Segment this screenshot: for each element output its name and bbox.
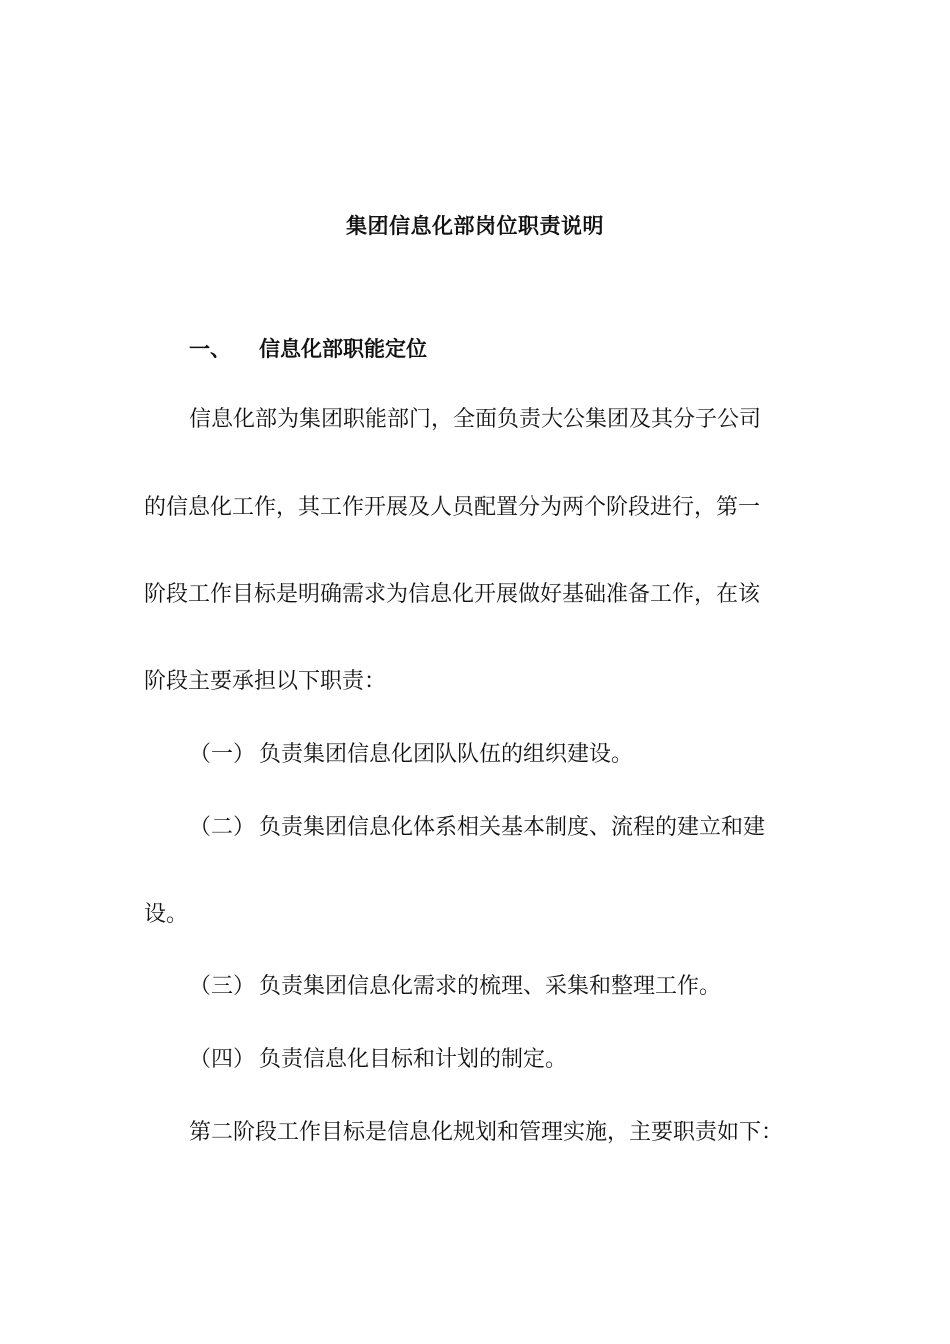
list-item [189, 740, 633, 770]
paragraph-line: 第二阶段工作目标是信息化规划和管理实施，主要职责如下： [189, 1120, 784, 1145]
list-item-text: 负责集团信息化需求的梳理、采集和整理工作。 [259, 974, 722, 999]
list-item [189, 813, 765, 843]
list-item-number: （三） [189, 974, 256, 999]
section-heading [189, 333, 427, 363]
list-item-number: （一） [189, 742, 256, 767]
paragraph-line: 阶段主要承担以下职责： [144, 669, 387, 694]
paragraph-line: 的信息化工作，其工作开展及人员配置分为两个阶段进行，第一 [144, 495, 761, 520]
document-title: 集团信息化部岗位职责说明 [346, 214, 604, 238]
list-item-text: 负责集团信息化体系相关基本制度、流程的建立和建 [259, 815, 766, 840]
list-item [189, 1045, 567, 1075]
list-item-number: （二） [189, 815, 256, 840]
list-item-continuation: 设。 [144, 902, 189, 927]
list-item-number: （四） [189, 1047, 256, 1072]
paragraph-line: 阶段工作目标是明确需求为信息化开展做好基础准备工作，在该 [144, 582, 761, 607]
list-item-text: 负责集团信息化团队队伍的组织建设。 [259, 742, 634, 767]
list-item [189, 972, 721, 1002]
paragraph-line: 信息化部为集团职能部门，全面负责大公集团及其分子公司 [189, 407, 762, 432]
section-heading-text: 信息化部职能定位 [259, 337, 427, 361]
list-item-text: 负责信息化目标和计划的制定。 [259, 1047, 568, 1072]
section-number: 一、 [189, 337, 231, 361]
